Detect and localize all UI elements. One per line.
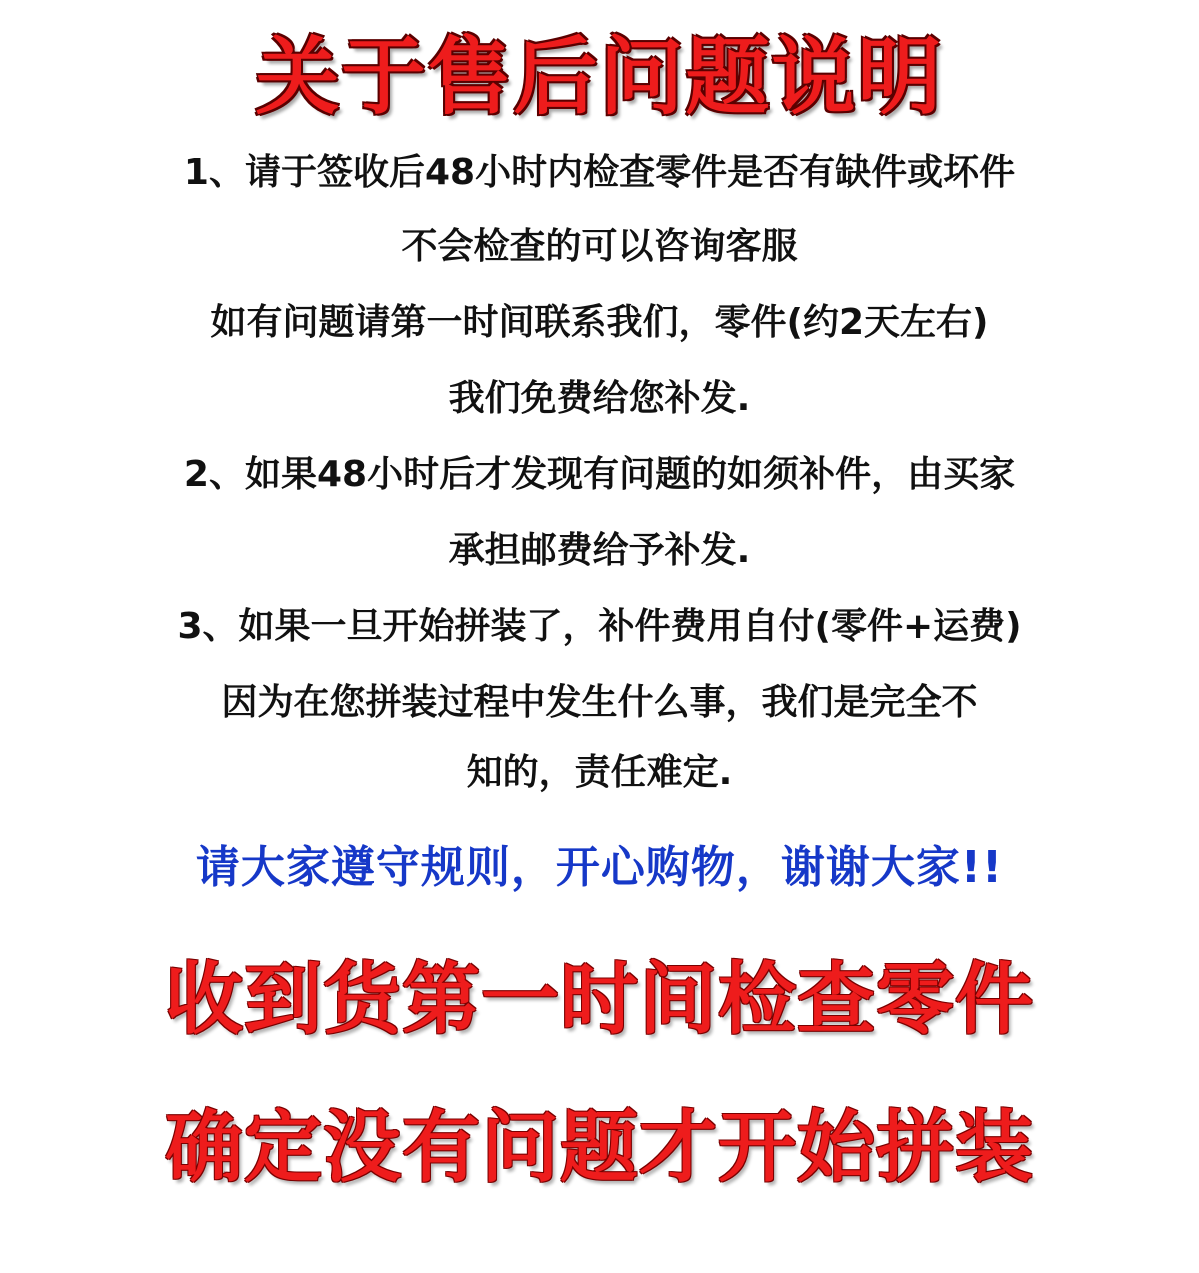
notice-line-1: 1、请于签收后48小时内检查零件是否有缺件或坏件: [183, 152, 1016, 193]
thanks-message: 请大家遵守规则，开心购物，谢谢大家!!: [195, 842, 1004, 893]
notice-line-4: 我们免费给您补发.: [448, 378, 751, 419]
notice-line-8: 因为在您拼装过程中发生什么事，我们是完全不: [221, 682, 978, 723]
notice-title: 关于售后问题说明: [255, 28, 944, 126]
notice-line-7: 3、如果一旦开始拼装了，补件费用自付(零件+运费): [177, 606, 1022, 647]
notice-line-2: 不会检查的可以咨询客服: [401, 226, 798, 267]
notice-line-3: 如有问题请第一时间联系我们，零件(约2天左右): [210, 302, 989, 343]
notice-line-9: 知的，责任难定.: [466, 752, 733, 793]
notice-line-5: 2、如果48小时后才发现有问题的如须补件，由买家: [183, 454, 1016, 495]
warning-check-parts: 收到货第一时间检查零件: [164, 955, 1034, 1045]
notice-line-6: 承担邮费给予补发.: [448, 530, 751, 571]
warning-then-assemble: 确定没有问题才开始拼装: [164, 1103, 1034, 1193]
